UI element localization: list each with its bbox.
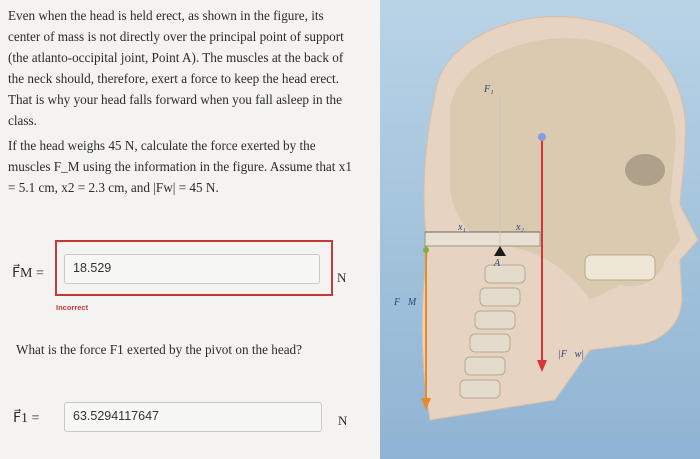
center-of-mass-dot xyxy=(538,133,546,141)
problem-paragraph-1: Even when the head is held erect, as shown in the figure, its center of mass is not directly over the principal point of support (the atlanto-occipital joint, Point A). The muscles at the back of the neck should, therefore, exert a force to keep the head erect. That is why your head falls forward when you fall asleep in the class. xyxy=(8,8,344,128)
fm-attach-dot xyxy=(423,247,429,253)
teeth xyxy=(585,255,655,280)
x1-label: x₁ xyxy=(458,222,466,233)
head-neck-figure xyxy=(380,0,700,459)
f1-label: F₁ xyxy=(484,84,494,95)
fw-label: |F⃗w| xyxy=(558,349,585,360)
question-2-text: What is the force F1 exerted by the pivot on the head? xyxy=(16,342,302,357)
x2-label: x₂ xyxy=(516,222,524,233)
fm-answer-input[interactable]: 18.529 xyxy=(64,254,320,284)
eye-socket xyxy=(625,154,665,186)
f1-answer-input[interactable]: 63.5294117647 xyxy=(64,402,322,432)
f1-unit-label: N xyxy=(338,413,348,428)
pivot-label: A xyxy=(494,258,501,269)
fm-symbol-label: F⃗M = xyxy=(12,266,44,281)
fm-unit-label: N xyxy=(337,270,347,285)
problem-paragraph-2: If the head weighs 45 N, calculate the force exerted by the muscles F_M using the information in the figure. Assume that x1 = 5.1 cm, x2 = 2.3 cm, and |Fw| = 45 N. xyxy=(8,138,352,195)
incorrect-feedback: Incorrect xyxy=(56,303,89,312)
f1-symbol-label: F⃗1 = xyxy=(13,411,40,426)
fm-figure-label: F⃗M xyxy=(394,297,417,308)
lever-beam xyxy=(425,232,540,246)
